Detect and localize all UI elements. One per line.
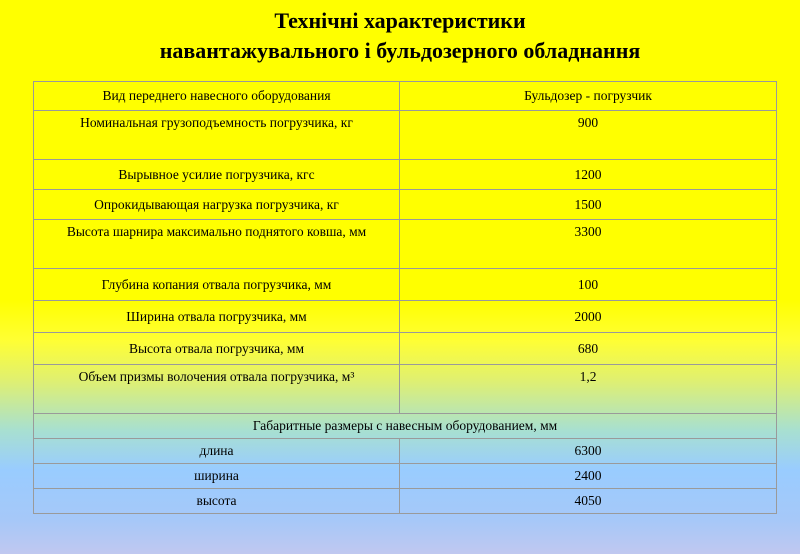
- table-row: [34, 464, 777, 489]
- table-row: [34, 301, 777, 333]
- row-label: ширина: [34, 464, 400, 489]
- table-row: [34, 190, 777, 220]
- row-value: Бульдозер - погрузчик: [400, 82, 777, 111]
- dimensions-header-row: [34, 414, 777, 439]
- row-label: Объем призмы волочения отвала погрузчика, м³: [34, 365, 400, 414]
- row-label: Высота шарнира максимально поднятого ковша, мм: [34, 220, 400, 269]
- row-label: Глубина копания отвала погрузчика, мм: [34, 269, 400, 301]
- dimensions-header: Габаритные размеры с навесным оборудованием, мм: [34, 414, 777, 439]
- row-value: 4050: [400, 489, 777, 514]
- row-label: длина: [34, 439, 400, 464]
- table-row: [34, 82, 777, 111]
- row-value: 900: [400, 111, 777, 160]
- row-value: 2000: [400, 301, 777, 333]
- row-label: Вид переднего навесного оборудования: [34, 82, 400, 111]
- row-value: 6300: [400, 439, 777, 464]
- table-row: [34, 160, 777, 190]
- slide-title: [0, 6, 800, 66]
- row-label: высота: [34, 489, 400, 514]
- slide-title-line-2: навантажувального і бульдозерного обладнання: [159, 38, 641, 63]
- slide-title-line-1: Технічні характеристики: [274, 8, 526, 33]
- table-row: [34, 439, 777, 464]
- table-row: [34, 111, 777, 160]
- table-row: [34, 269, 777, 301]
- row-value: 680: [400, 333, 777, 365]
- row-label: Опрокидывающая нагрузка погрузчика, кг: [34, 190, 400, 220]
- table-row: [34, 333, 777, 365]
- row-value: 2400: [400, 464, 777, 489]
- specifications-table: [33, 81, 777, 514]
- row-label: Вырывное усилие погрузчика, кгс: [34, 160, 400, 190]
- row-value: 1200: [400, 160, 777, 190]
- table-row: [34, 489, 777, 514]
- row-value: 100: [400, 269, 777, 301]
- table-row: [34, 365, 777, 414]
- row-value: 1500: [400, 190, 777, 220]
- row-value: 1,2: [400, 365, 777, 414]
- row-label: Высота отвала погрузчика, мм: [34, 333, 400, 365]
- table-row: [34, 220, 777, 269]
- row-value: 3300: [400, 220, 777, 269]
- row-label: Номинальная грузоподъемность погрузчика, кг: [34, 111, 400, 160]
- row-label: Ширина отвала погрузчика, мм: [34, 301, 400, 333]
